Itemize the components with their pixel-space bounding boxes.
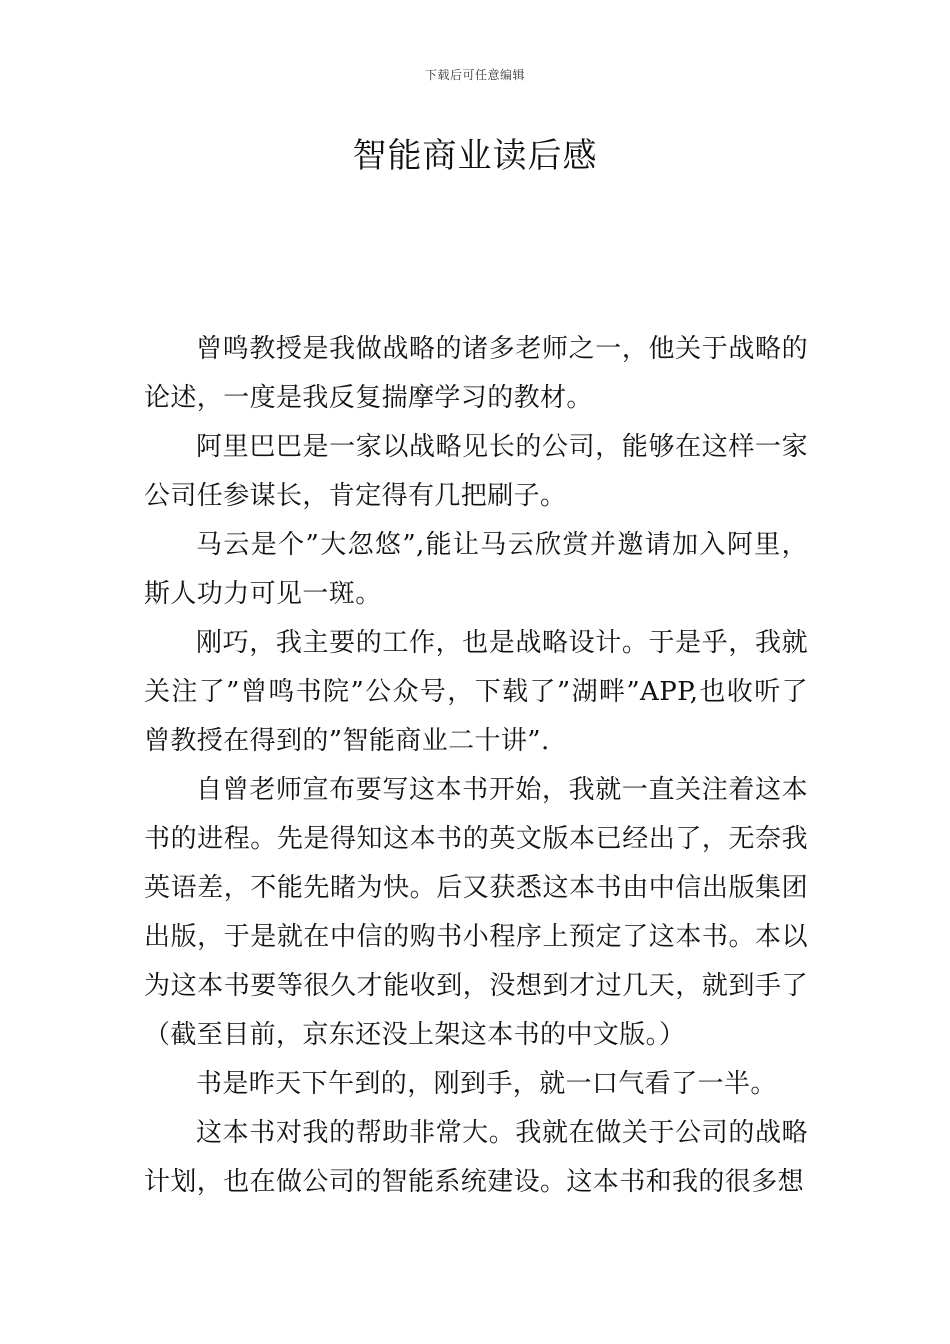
document-body <box>144 325 808 1207</box>
paragraph-4: 刚巧，我主要的工作，也是战略设计。于是乎，我就关注了”曾鸣书院”公众号，下载了”湖畔”APP,也收听了曾教授在得到的”智能商业二十讲”. <box>144 628 808 756</box>
paragraph-5: 自曾老师宣布要写这本书开始，我就一直关注着这本书的进程。先是得知这本书的英文版本已经出了，无奈我英语差，不能先睹为快。后又获悉这本书由中信出版集团出版，于是就在中信的购书小程序上预定了这本书。本以为这本书要等很久才能收到，没想到才过几天，就到手了（截至目前，京东还没上架这本书的中文版。） <box>144 775 808 1050</box>
header-note: 下载后可任意编辑 <box>424 68 525 82</box>
paragraph-1: 曾鸣教授是我做战略的诸多老师之一，他关于战略的论述，一度是我反复揣摩学习的教材。 <box>144 334 808 413</box>
paragraph-3: 马云是个”大忽悠”,能让马云欣赏并邀请加入阿里，斯人功力可见一斑。 <box>144 530 808 609</box>
document-title: 智能商业读后感 <box>352 136 598 176</box>
paragraph-7: 这本书对我的帮助非常大。我就在做关于公司的战略计划，也在做公司的智能系统建设。这本书和我的很多想 <box>144 1118 808 1197</box>
paragraph-6: 书是昨天下午到的，刚到手，就一口气看了一半。 <box>196 1069 777 1099</box>
paragraph-2: 阿里巴巴是一家以战略见长的公司，能够在这样一家公司任参谋长，肯定得有几把刷子。 <box>144 432 808 511</box>
